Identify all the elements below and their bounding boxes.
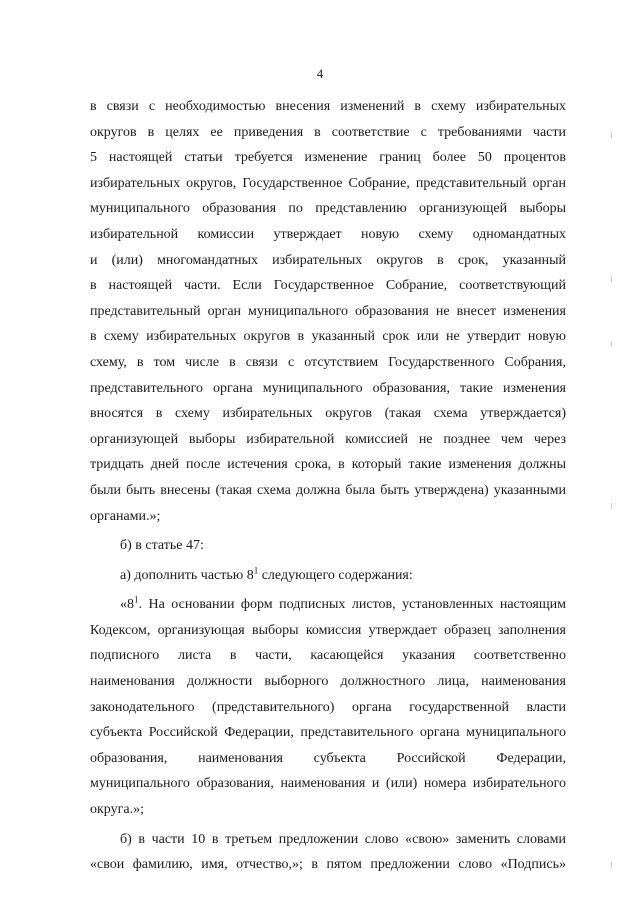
text-line: образования, наименования субъекта Российской Федерации, (90, 750, 566, 766)
text-line: представительного органа муниципального образования, такие изменения (90, 380, 566, 396)
quote-first-after: . На основании форм подписных листов, установленных настоящим (138, 597, 566, 613)
text-line: избирательных округов, Государственное Собрание, представительный орган (90, 175, 566, 191)
text-line: вносятся в схему избирательных округов (такая схема утверждается) (90, 406, 566, 422)
text-line: муниципального образования, наименования и (или) номера избирательного (90, 776, 566, 792)
margin-mark (611, 862, 612, 868)
text-line: представительный орган муниципального образования не внесет изменения (90, 303, 566, 319)
text-line: 5 настоящей статьи требуется изменение границ более 50 процентов (90, 150, 566, 166)
text-line: органами.»; (90, 508, 161, 524)
text-line: и (или) многомандатных избирательных округов в срок, указанный (90, 252, 566, 268)
page-number: 4 (316, 66, 324, 81)
text-line: законодательного (представительного) органа государственной власти (90, 699, 566, 715)
item-a-text-after: следующего содержания: (258, 567, 413, 583)
text-line: были быть внесены (такая схема должна была быть утверждена) указанными (90, 482, 566, 498)
text-line: избирательной комиссии утверждает новую схему одномандатных (90, 226, 566, 242)
margin-mark (611, 276, 612, 282)
margin-mark (611, 341, 612, 347)
quoted-paragraph (90, 592, 566, 822)
item-b-heading: б) в статье 47: (120, 538, 204, 554)
text-line: схему, в том числе в связи с отсутствием Государственного Собрания, (90, 354, 566, 370)
text-line: Кодексом, организующая выборы комиссия утверждает образец заполнения (90, 622, 566, 638)
item-b2-paragraph (90, 827, 566, 878)
document-body (90, 94, 566, 878)
item-a-heading (90, 563, 566, 589)
paragraph-continuation (90, 94, 566, 529)
text-line: тридцать дней после истечения срока, в который такие изменения должны (90, 457, 566, 473)
margin-mark (611, 132, 612, 138)
item-a-superscript: 1 (253, 565, 259, 576)
text-line: муниципального образования по представлению организующей выборы (90, 201, 566, 217)
text-line: в схему избирательных округов в указанный срок или не утвердит новую (90, 329, 566, 345)
quote-superscript: 1 (134, 594, 139, 605)
text-line: подписного листа в части, касающейся указания соответственно (90, 648, 566, 664)
quote-first-before: «8 (120, 597, 134, 613)
text-line: в настоящей части. Если Государственное Собрание, соответствующий (90, 278, 566, 294)
text-line: округа.»; (90, 802, 144, 818)
text-line: организующей выборы избирательной комиссией не позднее чем через (90, 431, 566, 447)
text-line: наименования должности выборного должностного лица, наименования (90, 674, 566, 690)
text-line: б) в части 10 в третьем предложении слово «свою» заменить словами (120, 831, 566, 847)
text-line: в связи с необходимостью внесения изменений в схему избирательных (90, 99, 566, 114)
item-a-text-before: а) дополнить частью 8 (120, 567, 254, 583)
margin-mark (611, 503, 612, 509)
text-line: округов в целях ее приведения в соответствие с требованиями части (90, 124, 566, 140)
text-line (90, 592, 566, 618)
text-line: «свои фамилию, имя, отчество,»; в пятом предложении слово «Подпись» (90, 857, 566, 873)
text-line: субъекта Российской Федерации, представительного органа муниципального (90, 725, 566, 741)
